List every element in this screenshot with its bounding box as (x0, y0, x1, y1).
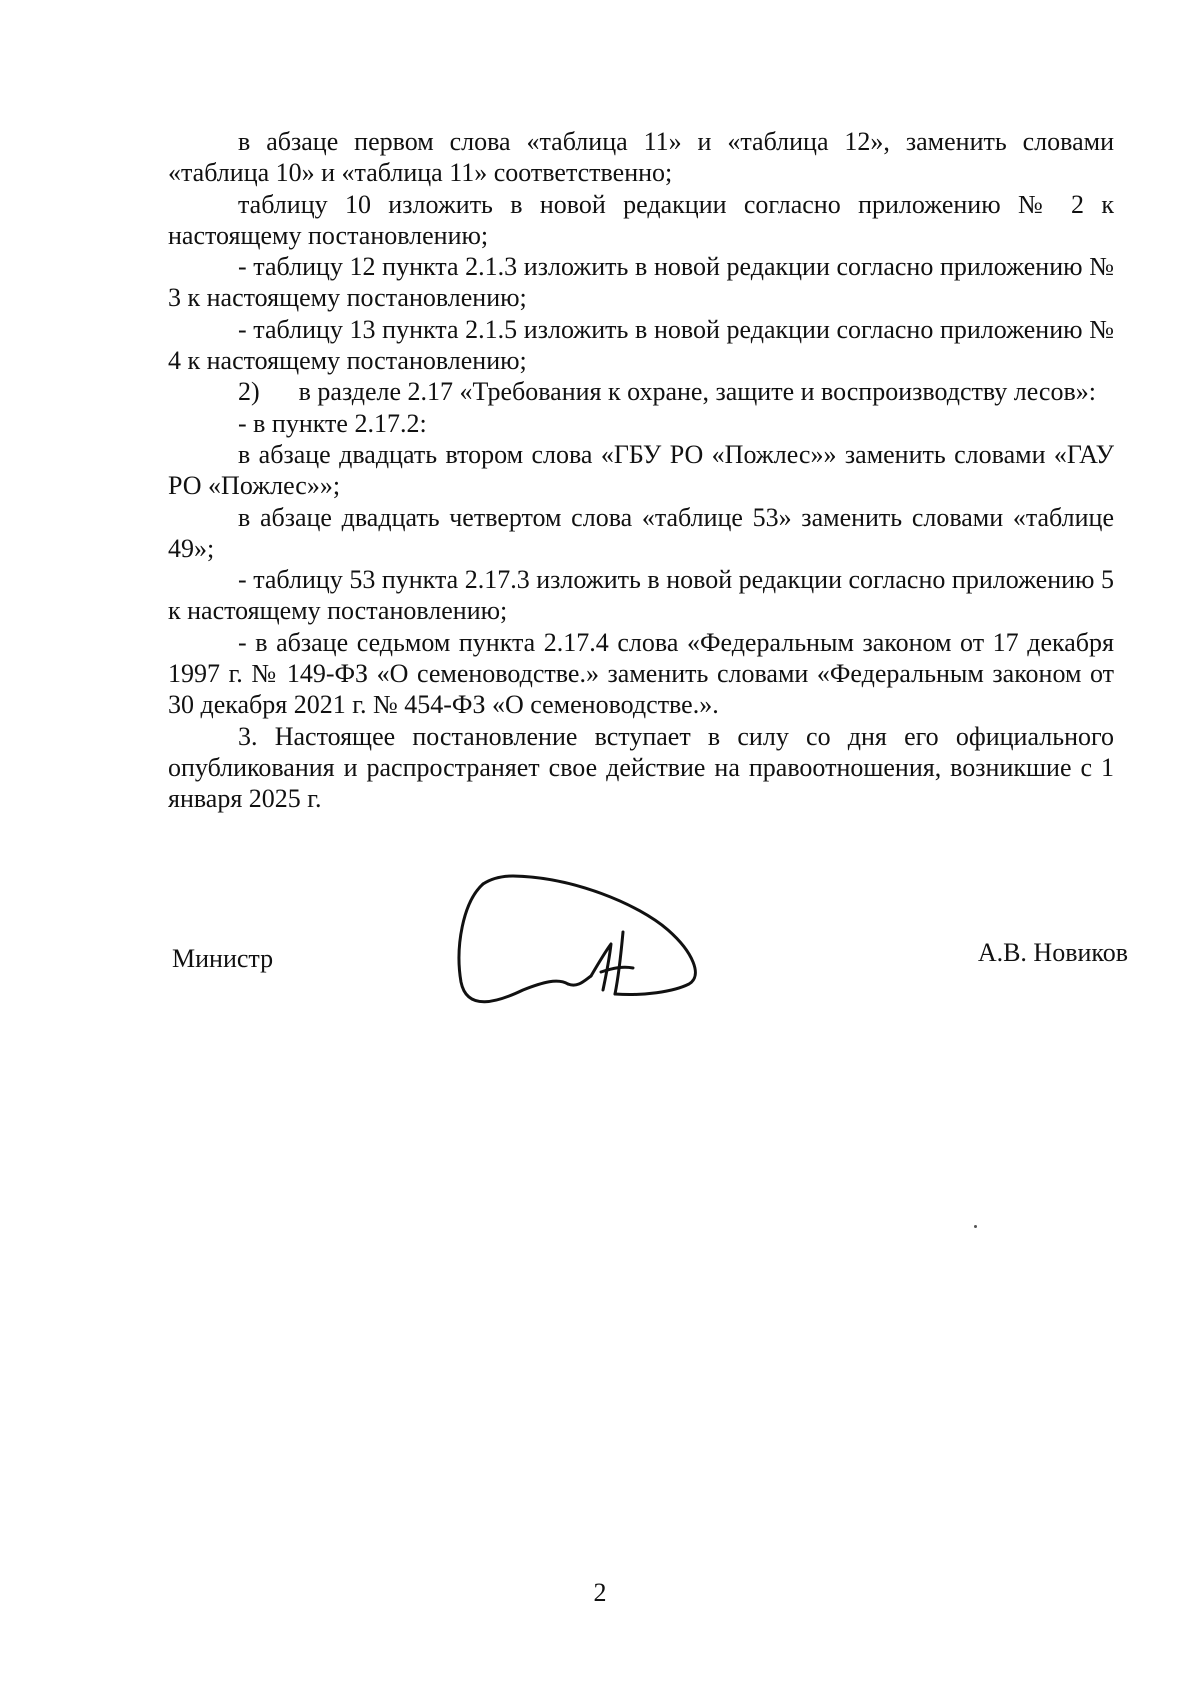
paragraph-8: в абзаце двадцать четвертом слова «таблице 53» заменить словами «таблице 49»; (168, 502, 1114, 563)
signature-block (168, 860, 1128, 1020)
paragraph-1: в абзаце первом слова «таблица 11» и «таблица 12», заменить словами «таблица 10» и «таблица 11» соответственно; (168, 127, 1114, 188)
paragraph-2: таблицу 10 изложить в новой редакции согласно приложению № 2 к настоящему постановлению; (168, 189, 1114, 250)
signer-name: А.В. Новиков (977, 938, 1128, 967)
paragraph-4: - таблицу 13 пункта 2.1.5 изложить в новой редакции согласно приложению № 4 к настоящему постановлению; (168, 314, 1114, 376)
handwritten-signature-icon (453, 872, 698, 1017)
document-body (168, 126, 1114, 815)
paragraph-5: 2) в разделе 2.17 «Требования к охране, защите и воспроизводству лесов»: (238, 377, 1096, 407)
page-number: 2 (593, 1578, 607, 1607)
paragraph-3: - таблицу 12 пункта 2.1.3 изложить в новой редакции согласно приложению № 3 к настоящему постановлению; (168, 252, 1114, 313)
paragraph-11: 3. Настоящее постановление вступает в силу со дня его официального опубликования и распространяет свое действие на правоотношения, возникшие с 1 января 2025 г. (168, 721, 1114, 814)
signer-title: Министр (172, 944, 274, 973)
paragraph-6: - в пункте 2.17.2: (238, 408, 427, 438)
paragraph-10: - в абзаце седьмом пункта 2.17.4 слова «Федеральным законом от 17 декабря 1997 г. № 149-ФЗ «О семеноводстве.» заменить словами «Федеральным законом от 30 декабря 2021 г. № 454-ФЗ «О семеноводстве.». (168, 627, 1114, 720)
paragraph-9: - таблицу 53 пункта 2.17.3 изложить в новой редакции согласно приложению 5 к настоящему постановлению; (168, 565, 1114, 626)
paragraph-7: в абзаце двадцать втором слова «ГБУ РО «Пожлес»» заменить словами «ГАУ РО «Пожлес»»; (168, 439, 1114, 501)
scan-speck (974, 1225, 977, 1228)
